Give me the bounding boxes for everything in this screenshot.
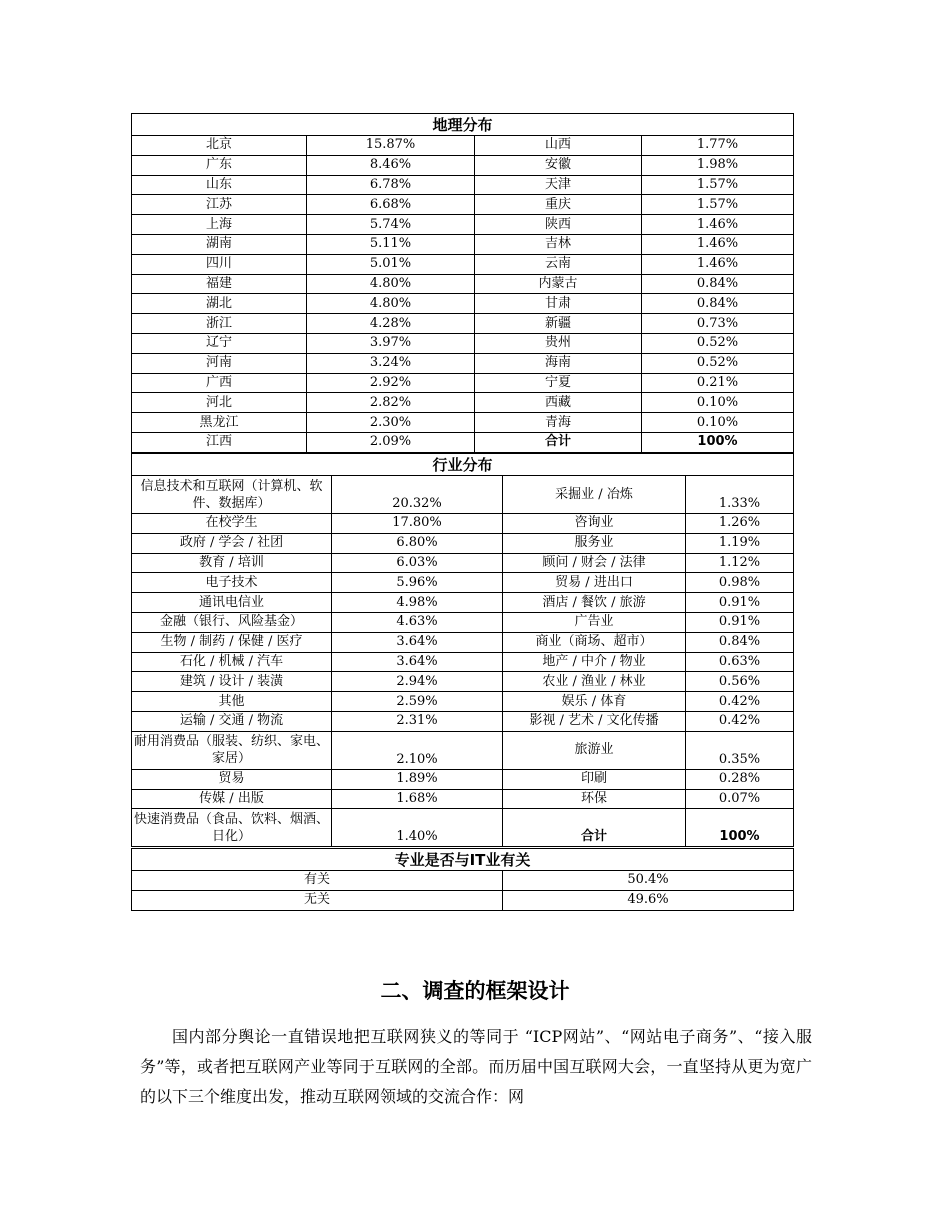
industry-percent: 17.80% (332, 514, 503, 534)
industry-percent: 1.26% (686, 514, 794, 534)
region-name: 浙江 (132, 314, 307, 334)
region-name: 贵州 (475, 333, 642, 353)
region-percent: 0.84% (642, 294, 794, 314)
industry-percent: 4.63% (332, 612, 503, 632)
region-percent: 8.46% (307, 155, 475, 175)
industry-percent: 1.19% (686, 533, 794, 553)
industry-percent: 20.32% (332, 476, 503, 514)
region-name: 天津 (475, 175, 642, 195)
region-percent: 6.68% (307, 195, 475, 215)
region-name: 湖南 (132, 234, 307, 254)
industry-name: 贸易 / 进出口 (503, 573, 686, 593)
industry-percent: 3.64% (332, 652, 503, 672)
table-row (132, 314, 794, 334)
industry-percent: 2.94% (332, 672, 503, 692)
geo-table-title: 地理分布 (132, 114, 794, 136)
industry-name: 通讯电信业 (132, 593, 332, 613)
region-percent: 2.92% (307, 373, 475, 393)
industry-percent: 1.33% (686, 476, 794, 514)
geo-distribution-table (131, 113, 794, 453)
region-name: 上海 (132, 215, 307, 235)
industry-name: 采掘业 / 冶炼 (503, 476, 686, 514)
it-related-percent: 50.4% (503, 871, 794, 891)
table-row (132, 789, 794, 809)
region-name: 宁夏 (475, 373, 642, 393)
it-related-label: 有关 (132, 871, 503, 891)
industry-name: 农业 / 渔业 / 林业 (503, 672, 686, 692)
region-percent: 1.46% (642, 234, 794, 254)
table-row (132, 215, 794, 235)
section-heading: 二、调查的框架设计 (380, 979, 570, 1003)
region-percent: 1.57% (642, 195, 794, 215)
industry-percent: 2.59% (332, 692, 503, 712)
region-name: 北京 (132, 136, 307, 156)
it-related-label: 无关 (132, 890, 503, 910)
table-row (132, 573, 794, 593)
table-row (132, 353, 794, 373)
region-percent: 0.21% (642, 373, 794, 393)
region-name: 新疆 (475, 314, 642, 334)
table-row (132, 871, 794, 891)
region-name: 广东 (132, 155, 307, 175)
region-percent: 2.30% (307, 413, 475, 433)
region-percent: 1.98% (642, 155, 794, 175)
table-row (132, 373, 794, 393)
industry-percent: 6.80% (332, 533, 503, 553)
region-name: 山西 (475, 136, 642, 156)
table-row (132, 413, 794, 433)
region-percent: 4.80% (307, 274, 475, 294)
industry-distribution-table (131, 453, 794, 847)
region-percent: 0.10% (642, 413, 794, 433)
region-name: 河南 (132, 353, 307, 373)
region-percent: 15.87% (307, 136, 475, 156)
total-label: 合计 (475, 432, 642, 452)
region-name: 云南 (475, 254, 642, 274)
industry-percent: 0.56% (686, 672, 794, 692)
table-row (132, 274, 794, 294)
region-percent: 2.82% (307, 393, 475, 413)
region-name: 青海 (475, 413, 642, 433)
it-related-percent: 49.6% (503, 890, 794, 910)
table-row (132, 234, 794, 254)
industry-name: 在校学生 (132, 514, 332, 534)
industry-percent: 1.12% (686, 553, 794, 573)
industry-name: 生物 / 制药 / 保健 / 医疗 (132, 632, 332, 652)
region-name: 内蒙古 (475, 274, 642, 294)
region-name: 河北 (132, 393, 307, 413)
table-row (132, 692, 794, 712)
region-percent: 0.73% (642, 314, 794, 334)
industry-name: 娱乐 / 体育 (503, 692, 686, 712)
industry-percent: 0.42% (686, 711, 794, 731)
region-percent: 0.52% (642, 333, 794, 353)
region-name: 四川 (132, 254, 307, 274)
industry-percent: 0.28% (686, 769, 794, 789)
industry-name: 地产 / 中介 / 物业 (503, 652, 686, 672)
industry-name: 电子技术 (132, 573, 332, 593)
table-row (132, 632, 794, 652)
region-percent: 1.57% (642, 175, 794, 195)
region-name: 江苏 (132, 195, 307, 215)
industry-name: 环保 (503, 789, 686, 809)
table-row (132, 533, 794, 553)
industry-name: 信息技术和互联网（计算机、软件、数据库） (132, 476, 332, 514)
industry-name: 其他 (132, 692, 332, 712)
industry-name: 商业（商场、超市） (503, 632, 686, 652)
industry-name: 传媒 / 出版 (132, 789, 332, 809)
industry-name: 快速消费品（食品、饮料、烟酒、日化） (132, 809, 332, 847)
region-name: 甘肃 (475, 294, 642, 314)
industry-percent: 0.91% (686, 593, 794, 613)
region-percent: 5.74% (307, 215, 475, 235)
table-row (132, 432, 794, 452)
region-percent: 0.84% (642, 274, 794, 294)
industry-percent: 0.35% (686, 731, 794, 769)
table-row (132, 254, 794, 274)
region-name: 重庆 (475, 195, 642, 215)
it-table-title: 专业是否与IT业有关 (132, 849, 794, 871)
total-value: 100% (686, 809, 794, 847)
region-name: 山东 (132, 175, 307, 195)
industry-percent: 0.98% (686, 573, 794, 593)
industry-percent: 5.96% (332, 573, 503, 593)
industry-name: 咨询业 (503, 514, 686, 534)
industry-name: 顾问 / 财会 / 法律 (503, 553, 686, 573)
region-percent: 4.28% (307, 314, 475, 334)
table-row (132, 294, 794, 314)
region-percent: 1.46% (642, 215, 794, 235)
region-name: 海南 (475, 353, 642, 373)
region-percent: 3.97% (307, 333, 475, 353)
industry-name: 政府 / 学会 / 社团 (132, 533, 332, 553)
industry-percent: 6.03% (332, 553, 503, 573)
industry-percent: 2.10% (332, 731, 503, 769)
table-row (132, 175, 794, 195)
region-percent: 2.09% (307, 432, 475, 452)
table-row (132, 890, 794, 910)
industry-percent: 0.42% (686, 692, 794, 712)
table-row (132, 333, 794, 353)
industry-percent: 0.63% (686, 652, 794, 672)
region-name: 黑龙江 (132, 413, 307, 433)
industry-name: 建筑 / 设计 / 装潢 (132, 672, 332, 692)
industry-percent: 3.64% (332, 632, 503, 652)
table-row (132, 136, 794, 156)
table-row (132, 476, 794, 514)
region-name: 湖北 (132, 294, 307, 314)
table-row (132, 769, 794, 789)
industry-name: 金融（银行、风险基金） (132, 612, 332, 632)
industry-name: 石化 / 机械 / 汽车 (132, 652, 332, 672)
industry-percent: 1.68% (332, 789, 503, 809)
industry-name: 贸易 (132, 769, 332, 789)
table-row (132, 731, 794, 769)
table-row (132, 612, 794, 632)
region-percent: 4.80% (307, 294, 475, 314)
region-name: 辽宁 (132, 333, 307, 353)
region-percent: 0.10% (642, 393, 794, 413)
table-row (132, 652, 794, 672)
paragraph-text: 国内部分舆论一直错误地把互联网狭义的等同于 “ICP网站”、“网站电子商务”、“接入服务”等，或者把互联网产业等同于互联网的全部。而历届中国互联网大会，一直坚持从更为宽广的以下三个维度出发，推动互联网领域的交流合作：网 (140, 1027, 812, 1106)
table-row (132, 809, 794, 847)
region-name: 西藏 (475, 393, 642, 413)
table-row (132, 393, 794, 413)
industry-percent: 0.07% (686, 789, 794, 809)
industry-name: 耐用消费品（服装、纺织、家电、家居） (132, 731, 332, 769)
table-row (132, 711, 794, 731)
total-label: 合计 (503, 809, 686, 847)
region-percent: 5.01% (307, 254, 475, 274)
industry-name: 运输 / 交通 / 物流 (132, 711, 332, 731)
total-value: 100% (642, 432, 794, 452)
region-name: 吉林 (475, 234, 642, 254)
it-related-table (131, 848, 794, 911)
industry-percent: 0.91% (686, 612, 794, 632)
region-name: 江西 (132, 432, 307, 452)
region-percent: 1.77% (642, 136, 794, 156)
body-paragraph (140, 1022, 812, 1112)
region-name: 广西 (132, 373, 307, 393)
table-row (132, 553, 794, 573)
region-percent: 5.11% (307, 234, 475, 254)
table-row (132, 155, 794, 175)
industry-name: 酒店 / 餐饮 / 旅游 (503, 593, 686, 613)
region-percent: 0.52% (642, 353, 794, 373)
industry-percent: 2.31% (332, 711, 503, 731)
industry-percent: 0.84% (686, 632, 794, 652)
industry-name: 影视 / 艺术 / 文化传播 (503, 711, 686, 731)
industry-name: 教育 / 培训 (132, 553, 332, 573)
industry-name: 旅游业 (503, 731, 686, 769)
industry-table-title: 行业分布 (132, 454, 794, 476)
region-name: 安徽 (475, 155, 642, 175)
table-row (132, 195, 794, 215)
industry-name: 印刷 (503, 769, 686, 789)
region-name: 陕西 (475, 215, 642, 235)
region-percent: 6.78% (307, 175, 475, 195)
industry-name: 服务业 (503, 533, 686, 553)
table-row (132, 593, 794, 613)
industry-percent: 1.40% (332, 809, 503, 847)
region-percent: 1.46% (642, 254, 794, 274)
region-name: 福建 (132, 274, 307, 294)
table-row (132, 514, 794, 534)
industry-percent: 4.98% (332, 593, 503, 613)
industry-name: 广告业 (503, 612, 686, 632)
table-row (132, 672, 794, 692)
region-percent: 3.24% (307, 353, 475, 373)
industry-percent: 1.89% (332, 769, 503, 789)
